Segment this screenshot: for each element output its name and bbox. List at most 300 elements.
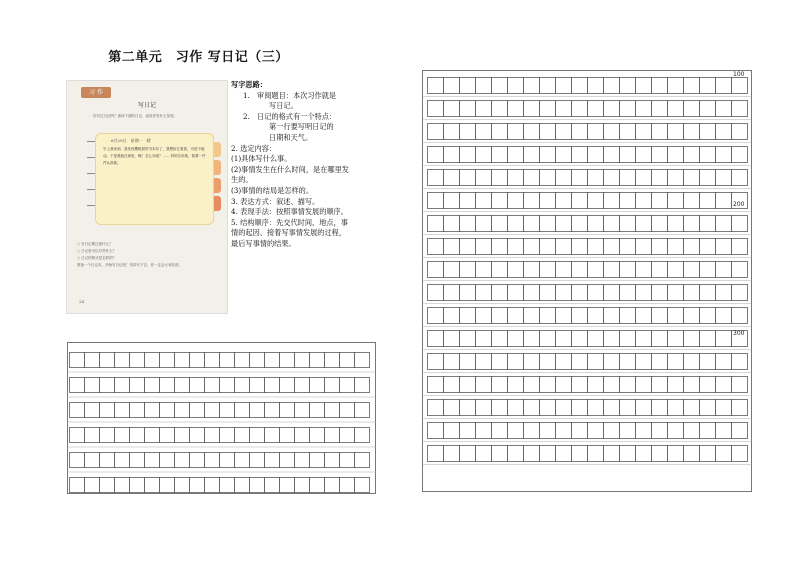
grid-cell xyxy=(130,353,145,368)
grid-cell xyxy=(572,423,588,439)
grid-cell xyxy=(220,378,235,393)
grid-cell xyxy=(476,285,492,301)
grid-cell xyxy=(636,170,652,186)
grid-cell xyxy=(444,423,460,439)
grid-cell xyxy=(355,378,370,393)
grid-cell xyxy=(620,124,636,140)
grid-cell xyxy=(205,478,220,493)
grid-cell xyxy=(668,331,684,347)
grid-cell xyxy=(604,377,620,393)
grid-cell xyxy=(604,308,620,324)
grid-cell xyxy=(508,124,524,140)
grid-cell xyxy=(556,400,572,416)
grid-cell xyxy=(572,101,588,117)
grid-cell xyxy=(524,262,540,278)
grid-cell xyxy=(70,428,85,443)
grid-cell xyxy=(716,101,732,117)
grid-cell xyxy=(280,403,295,418)
grid-cell xyxy=(540,101,556,117)
grid-cell xyxy=(460,124,476,140)
grid-cell xyxy=(716,354,732,370)
grid-cell xyxy=(280,428,295,443)
grid-cell xyxy=(716,193,732,209)
grid-cell xyxy=(265,428,280,443)
grid-cell xyxy=(492,147,508,163)
grid-cell xyxy=(460,193,476,209)
grid-cell xyxy=(190,453,205,468)
grid-cell xyxy=(716,78,732,94)
grid-cell xyxy=(460,354,476,370)
question-item: ○ 日记里可以写些什么？ xyxy=(77,249,117,253)
grid-cell xyxy=(340,403,355,418)
page-tab-chip xyxy=(214,160,221,175)
grid-cell xyxy=(540,377,556,393)
grid-cell xyxy=(145,403,160,418)
grid-cell xyxy=(340,453,355,468)
grid-cell xyxy=(636,239,652,255)
grid-cell xyxy=(220,478,235,493)
grid-cell xyxy=(476,400,492,416)
grid-cell xyxy=(428,170,444,186)
grid-cell xyxy=(588,377,604,393)
grid-cell xyxy=(684,78,700,94)
grid-cell xyxy=(700,78,716,94)
notes-line: 日期和天气。 xyxy=(269,132,313,142)
grid-cell xyxy=(668,285,684,301)
grid-cell xyxy=(476,446,492,462)
grid-cell xyxy=(460,78,476,94)
notes-line: 5. 结构顺序：先交代时间、地点，事情的起因、接着写事情发展的过程，最后写事情的结果。 xyxy=(231,217,348,248)
grid-cell xyxy=(668,124,684,140)
grid-cell xyxy=(588,308,604,324)
grid-cell xyxy=(524,239,540,255)
grid-cell xyxy=(668,354,684,370)
grid-cell xyxy=(444,101,460,117)
grid-cell xyxy=(652,147,668,163)
grid-cell xyxy=(70,353,85,368)
question-item: ○ 写日记要注意什么？ xyxy=(77,242,113,246)
grid-cell xyxy=(620,239,636,255)
grid-cell xyxy=(444,124,460,140)
page-tab-chip xyxy=(214,178,221,193)
grid-cell xyxy=(572,239,588,255)
grid-cell xyxy=(175,453,190,468)
grid-cell xyxy=(428,400,444,416)
grid-cell xyxy=(428,308,444,324)
grid-cell xyxy=(620,446,636,462)
grid-cell xyxy=(700,216,716,232)
grid-cell xyxy=(295,378,310,393)
char-counter-100: 100 xyxy=(733,71,745,78)
grid-cell xyxy=(620,354,636,370)
grid-cell xyxy=(524,124,540,140)
grid-cell xyxy=(700,193,716,209)
grid-cell xyxy=(668,101,684,117)
grid-cell xyxy=(492,193,508,209)
grid-cell xyxy=(145,353,160,368)
writing-grid-left[interactable] xyxy=(67,342,376,494)
grid-cell xyxy=(508,239,524,255)
grid-cell xyxy=(700,101,716,117)
notes-line: 2. 选定内容： xyxy=(231,143,277,153)
grid-cell xyxy=(428,101,444,117)
grid-cell xyxy=(524,354,540,370)
grid-cell xyxy=(524,285,540,301)
grid-cell xyxy=(604,101,620,117)
grid-cell xyxy=(620,170,636,186)
grid-cell xyxy=(540,124,556,140)
grid-cell xyxy=(295,353,310,368)
grid-cell xyxy=(220,353,235,368)
textbook-prompt: 准备一个日记本，开始写日记吧！坚持写下去，你一定会大有收获。 xyxy=(77,263,182,267)
page-title: 第二单元 习作 写日记（三） xyxy=(108,50,289,65)
grid-cell xyxy=(524,400,540,416)
grid-cell xyxy=(684,216,700,232)
grid-cell xyxy=(265,378,280,393)
grid-cell xyxy=(652,101,668,117)
grid-cell xyxy=(652,239,668,255)
grid-cell xyxy=(130,478,145,493)
textbook-excerpt-image xyxy=(66,80,228,314)
grid-cell xyxy=(540,147,556,163)
grid-cell xyxy=(428,193,444,209)
grid-cell xyxy=(508,78,524,94)
grid-cell xyxy=(540,239,556,255)
grid-cell xyxy=(325,453,340,468)
grid-cell xyxy=(355,353,370,368)
grid-cell xyxy=(732,400,748,416)
grid-cell xyxy=(205,453,220,468)
grid-cell xyxy=(684,147,700,163)
grid-cell xyxy=(620,285,636,301)
grid-cell xyxy=(732,377,748,393)
grid-cell xyxy=(460,308,476,324)
grid-cell xyxy=(588,101,604,117)
grid-cell xyxy=(145,453,160,468)
grid-cell xyxy=(604,170,620,186)
grid-cell xyxy=(508,170,524,186)
grid-cell xyxy=(190,403,205,418)
grid-cell xyxy=(732,239,748,255)
grid-cell xyxy=(508,331,524,347)
grid-cell xyxy=(476,193,492,209)
grid-cell xyxy=(636,377,652,393)
grid-cell xyxy=(280,453,295,468)
grid-cell xyxy=(636,423,652,439)
grid-cell xyxy=(604,124,620,140)
grid-cell xyxy=(492,423,508,439)
grid-cell xyxy=(295,403,310,418)
grid-cell xyxy=(684,170,700,186)
grid-cell xyxy=(508,193,524,209)
grid-cell xyxy=(540,331,556,347)
grid-cell xyxy=(652,423,668,439)
grid-cell xyxy=(700,331,716,347)
grid-cell xyxy=(700,170,716,186)
grid-cell xyxy=(508,377,524,393)
grid-cell xyxy=(295,453,310,468)
grid-cell xyxy=(684,239,700,255)
grid-cell xyxy=(100,453,115,468)
grid-cell xyxy=(700,239,716,255)
grid-cell xyxy=(636,331,652,347)
textbook-title: 写日记 xyxy=(137,102,156,109)
grid-cell xyxy=(604,400,620,416)
grid-cell xyxy=(540,216,556,232)
grid-cell xyxy=(444,193,460,209)
grid-cell xyxy=(310,478,325,493)
grid-cell xyxy=(636,124,652,140)
grid-cell xyxy=(716,216,732,232)
grid-cell xyxy=(280,478,295,493)
grid-cell xyxy=(310,378,325,393)
grid-cell xyxy=(620,193,636,209)
grid-cell xyxy=(588,216,604,232)
grid-cell xyxy=(668,308,684,324)
grid-cell xyxy=(492,308,508,324)
grid-cell xyxy=(572,354,588,370)
grid-cell xyxy=(652,331,668,347)
grid-cell xyxy=(556,308,572,324)
notes-line: 3. 表达方式：叙述、描写。 xyxy=(231,196,320,206)
grid-cell xyxy=(310,353,325,368)
grid-cell xyxy=(588,170,604,186)
grid-cell xyxy=(524,331,540,347)
grid-cell xyxy=(652,400,668,416)
grid-cell xyxy=(556,193,572,209)
grid-cell xyxy=(716,239,732,255)
grid-cell xyxy=(588,147,604,163)
grid-cell xyxy=(572,78,588,94)
grid-cell xyxy=(220,453,235,468)
grid-cell xyxy=(700,377,716,393)
notes-heading: 写字思路： xyxy=(231,80,267,89)
grid-cell xyxy=(700,285,716,301)
grid-cell xyxy=(175,378,190,393)
grid-cell xyxy=(700,446,716,462)
grid-cell xyxy=(572,170,588,186)
grid-cell xyxy=(556,78,572,94)
grid-cell xyxy=(524,170,540,186)
grid-cell xyxy=(428,78,444,94)
grid-cell xyxy=(100,428,115,443)
grid-cell xyxy=(652,354,668,370)
grid-cell xyxy=(524,147,540,163)
grid-cell xyxy=(444,262,460,278)
grid-cell xyxy=(588,193,604,209)
grid-cell xyxy=(476,101,492,117)
grid-cell xyxy=(190,353,205,368)
grid-cell xyxy=(540,193,556,209)
grid-cell xyxy=(556,147,572,163)
grid-cell xyxy=(428,285,444,301)
grid-cell xyxy=(700,147,716,163)
grid-cell xyxy=(684,446,700,462)
grid-cell xyxy=(444,446,460,462)
grid-cell xyxy=(265,403,280,418)
grid-cell xyxy=(100,353,115,368)
grid-cell xyxy=(508,308,524,324)
char-counter-300: 300 xyxy=(733,330,745,337)
grid-cell xyxy=(684,124,700,140)
grid-cell xyxy=(190,378,205,393)
grid-cell xyxy=(732,124,748,140)
grid-cell xyxy=(716,423,732,439)
grid-cell xyxy=(115,478,130,493)
grid-cell xyxy=(460,285,476,301)
grid-cell xyxy=(476,124,492,140)
grid-cell xyxy=(732,285,748,301)
grid-cell xyxy=(620,308,636,324)
grid-cell xyxy=(732,354,748,370)
grid-cell xyxy=(220,403,235,418)
grid-cell xyxy=(428,147,444,163)
grid-cell xyxy=(428,124,444,140)
grid-cell xyxy=(540,446,556,462)
grid-cell xyxy=(325,478,340,493)
grid-cell xyxy=(175,478,190,493)
grid-cell xyxy=(476,331,492,347)
grid-cell xyxy=(684,308,700,324)
grid-cell xyxy=(700,423,716,439)
grid-cell xyxy=(732,147,748,163)
grid-cell xyxy=(556,239,572,255)
grid-cell xyxy=(684,193,700,209)
grid-cell xyxy=(508,285,524,301)
grid-cell xyxy=(684,331,700,347)
notes-line: 1. 审阅题目：本次习作就是 xyxy=(243,90,337,100)
grid-cell xyxy=(444,239,460,255)
grid-cell xyxy=(652,285,668,301)
grid-cell xyxy=(620,423,636,439)
grid-cell xyxy=(476,78,492,94)
grid-cell xyxy=(572,124,588,140)
grid-cell xyxy=(130,403,145,418)
grid-cell xyxy=(572,400,588,416)
grid-cell xyxy=(652,446,668,462)
grid-cell xyxy=(636,78,652,94)
grid-cell xyxy=(460,400,476,416)
notes-line: (3)事情的结局是怎样的。 xyxy=(231,185,314,195)
grid-cell xyxy=(85,478,100,493)
grid-cell xyxy=(668,262,684,278)
grid-cell xyxy=(604,262,620,278)
grid-cell xyxy=(668,239,684,255)
grid-cell xyxy=(235,453,250,468)
grid-cell xyxy=(540,78,556,94)
grid-cell xyxy=(340,353,355,368)
grid-cell xyxy=(476,308,492,324)
grid-cell xyxy=(428,262,444,278)
grid-cell xyxy=(70,478,85,493)
grid-cell xyxy=(604,78,620,94)
grid-cell xyxy=(588,285,604,301)
page-tab-chip xyxy=(214,142,221,157)
grid-cell xyxy=(588,124,604,140)
grid-cell xyxy=(476,262,492,278)
grid-cell xyxy=(732,170,748,186)
grid-cell xyxy=(444,216,460,232)
char-counter-200: 200 xyxy=(733,201,745,208)
grid-cell xyxy=(250,453,265,468)
grid-cell xyxy=(540,262,556,278)
grid-cell xyxy=(250,403,265,418)
grid-cell xyxy=(492,101,508,117)
grid-cell xyxy=(428,216,444,232)
grid-cell xyxy=(235,403,250,418)
page-tab-chip xyxy=(214,196,221,211)
grid-cell xyxy=(636,308,652,324)
grid-cell xyxy=(684,262,700,278)
grid-cell xyxy=(130,378,145,393)
grid-cell xyxy=(460,239,476,255)
grid-cell xyxy=(492,170,508,186)
grid-cell xyxy=(130,428,145,443)
grid-cell xyxy=(492,400,508,416)
grid-cell xyxy=(492,377,508,393)
grid-cell xyxy=(100,478,115,493)
grid-cell xyxy=(700,308,716,324)
grid-cell xyxy=(444,354,460,370)
grid-cell xyxy=(524,216,540,232)
grid-cell xyxy=(668,78,684,94)
grid-cell xyxy=(684,285,700,301)
grid-cell xyxy=(85,378,100,393)
grid-cell xyxy=(280,353,295,368)
grid-cell xyxy=(325,428,340,443)
grid-cell xyxy=(524,101,540,117)
grid-cell xyxy=(652,377,668,393)
grid-cell xyxy=(250,378,265,393)
textbook-page-number: 24 xyxy=(79,299,85,304)
grid-cell xyxy=(160,478,175,493)
grid-cell xyxy=(604,239,620,255)
grid-cell xyxy=(588,446,604,462)
grid-cell xyxy=(668,377,684,393)
grid-cell xyxy=(716,147,732,163)
grid-cell xyxy=(732,308,748,324)
grid-cell xyxy=(604,423,620,439)
grid-cell xyxy=(70,453,85,468)
grid-cell xyxy=(130,453,145,468)
writing-notes xyxy=(231,80,351,250)
grid-cell xyxy=(160,403,175,418)
grid-cell xyxy=(556,331,572,347)
grid-cell xyxy=(492,262,508,278)
writing-grid-right[interactable] xyxy=(422,70,752,492)
grid-cell xyxy=(235,378,250,393)
grid-cell xyxy=(280,378,295,393)
grid-cell xyxy=(492,331,508,347)
grid-cell xyxy=(716,262,732,278)
grid-cell xyxy=(556,101,572,117)
diary-card xyxy=(95,133,214,225)
grid-cell xyxy=(540,308,556,324)
grid-cell xyxy=(460,331,476,347)
grid-cell xyxy=(668,400,684,416)
grid-cell xyxy=(636,354,652,370)
grid-cell xyxy=(460,423,476,439)
grid-cell xyxy=(235,478,250,493)
grid-cell xyxy=(700,400,716,416)
grid-cell xyxy=(636,216,652,232)
grid-cell xyxy=(732,78,748,94)
grid-cell xyxy=(636,400,652,416)
grid-cell xyxy=(460,377,476,393)
grid-cell xyxy=(620,147,636,163)
diary-date-line: 6月20日 星期一 晴 xyxy=(111,138,151,143)
grid-cell xyxy=(716,285,732,301)
